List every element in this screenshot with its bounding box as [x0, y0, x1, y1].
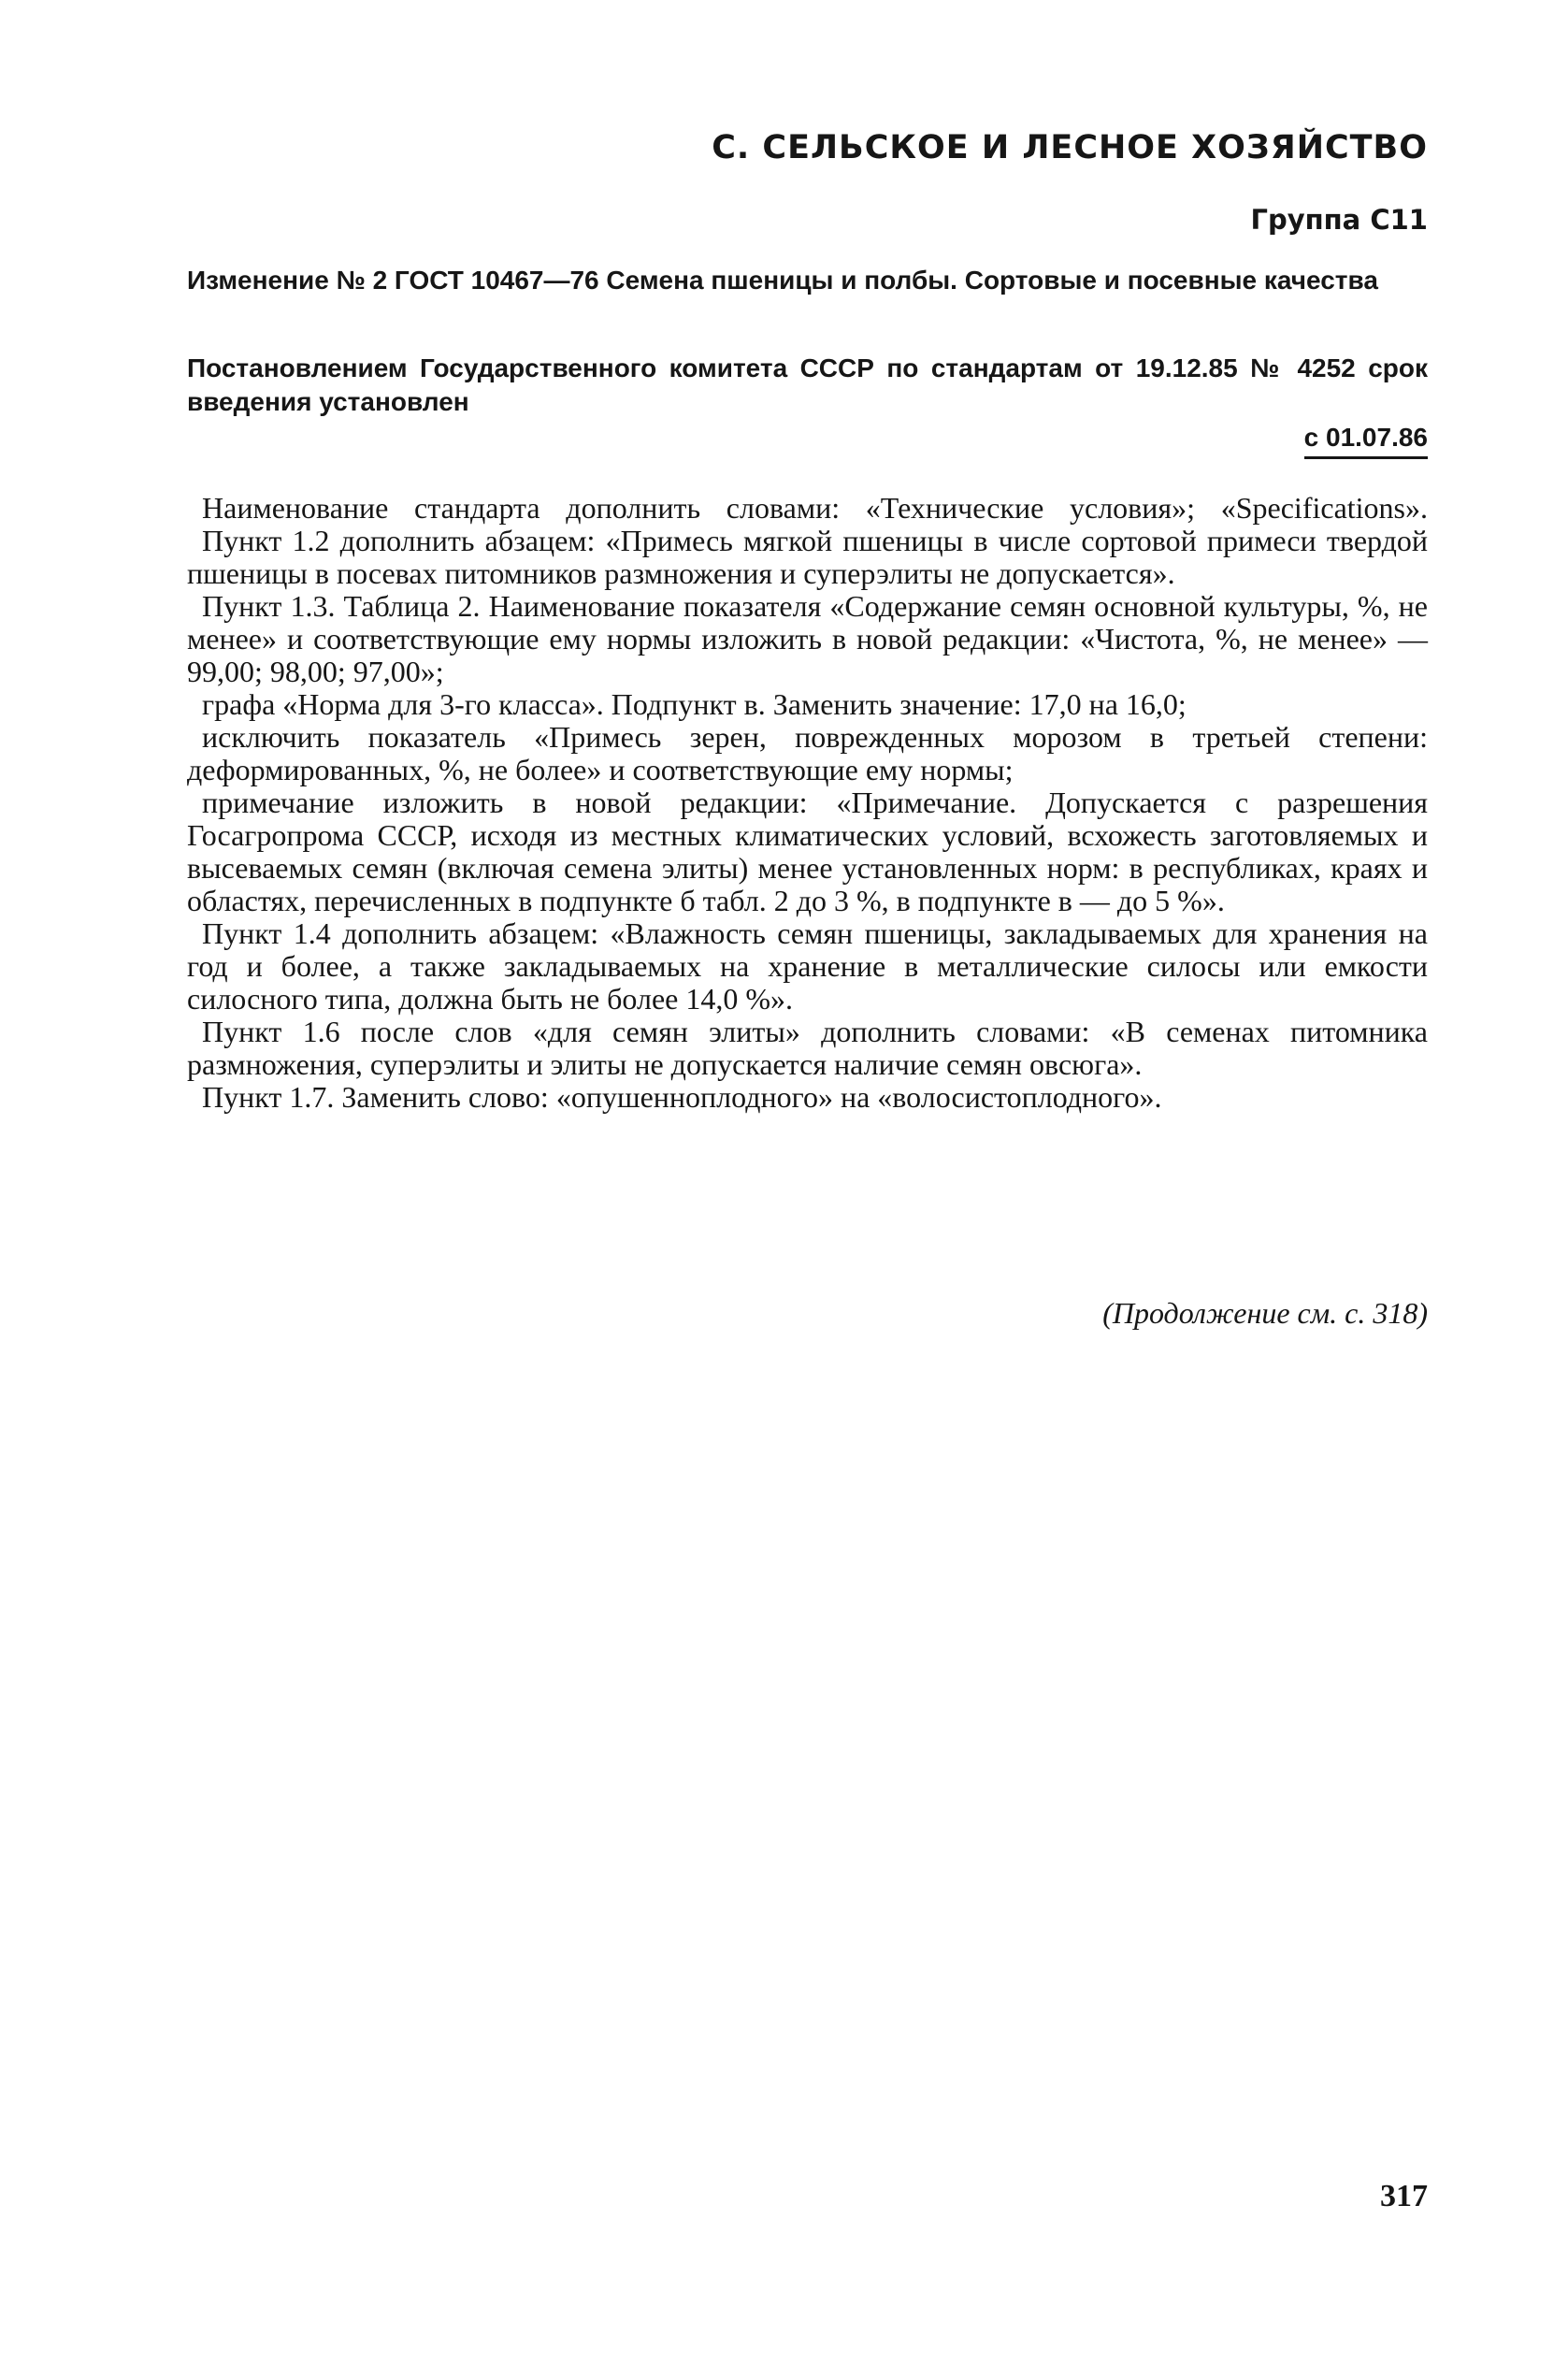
group-label: Группа С11	[1250, 204, 1428, 236]
page-number: 317	[1380, 2179, 1428, 2213]
change-title: Изменение № 2 ГОСТ 10467—76 Семена пшеницы и полбы. Сортовые и посевные качества	[187, 266, 1378, 295]
section-title: С. СЕЛЬСКОЕ И ЛЕСНОЕ ХОЗЯЙСТВО	[712, 129, 1428, 166]
paragraph: Пункт 1.3. Таблица 2. Наименование показателя «Содержание семян основной культуры, %, не менее» и соответствующие ему нормы изложить в новой редакции: «Чистота, %, не менее» — 99,00; 98,00; 97,00»;	[187, 589, 1428, 688]
paragraph: Пункт 1.2 дополнить абзацем: «Примесь мягкой пшеницы в числе сортовой примеси твердой пшеницы в посевах питомников размножения и суперэлиты не допускается».	[187, 524, 1428, 590]
continuation-note: (Продолжение см. с. 318)	[1102, 1296, 1428, 1330]
paragraph: Пункт 1.4 дополнить абзацем: «Влажность семян пшеницы, закладываемых для хранения на год и более, а также закладываемых на хранение в металлические силосы или емкости силосного типа, должна быть не более 14,0 %».	[187, 916, 1428, 1016]
paragraph: Пункт 1.7. Заменить слово: «опушенноплодного» на «волосистоплодного».	[202, 1080, 1162, 1114]
paragraph: Наименование стандарта дополнить словами: «Технические условия»; «Specifications».	[202, 491, 1428, 525]
amendment-body	[187, 492, 1428, 1114]
paragraph: исключить показатель «Примесь зерен, поврежденных морозом в третьей степени: деформированных, %, не более» и соответствующие ему нормы;	[187, 720, 1428, 786]
paragraph: Пункт 1.6 после слов «для семян элиты» дополнить словами: «В семенах питомника размножения, суперэлиты и элиты не допускается наличие семян овсюга».	[187, 1015, 1428, 1081]
resolution-statement: Постановлением Государственного комитета СССР по стандартам от 19.12.85 № 4252 срок введения установлен	[187, 353, 1428, 416]
paragraph: графа «Норма для 3-го класса». Подпункт в. Заменить значение: 17,0 на 16,0;	[202, 687, 1187, 721]
effective-date-value: с 01.07.86	[1304, 423, 1428, 459]
paragraph: примечание изложить в новой редакции: «Примечание. Допускается с разрешения Госагропрома СССР, исходя из местных климатических условий, всхожесть заготовляемых и высеваемых семян (включая семена элиты) менее установленных норм: в республиках, краях и областях, перечисленных в подпункте б табл. 2 до 3 %, в подпункте в — до 5 %».	[187, 786, 1428, 917]
effective-date	[187, 423, 1428, 459]
